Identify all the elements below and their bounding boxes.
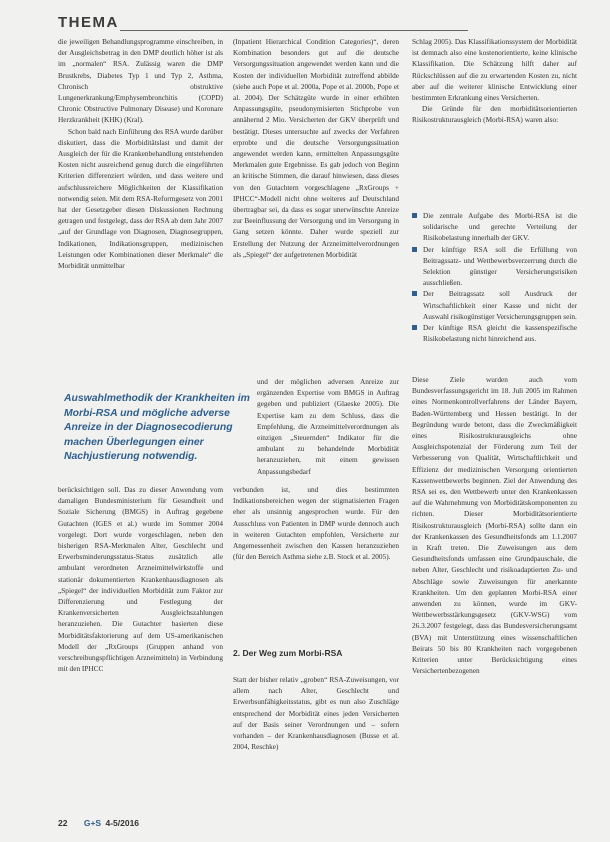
paragraph: verbunden ist, und dies bestimmten Indikationsbereichen wegen der stigmatisierten Fragen eher als unsinnig angesprochen wurde. Für den Ausschluss von Patienten in DMP wurde dennoch auch in weiteren Gutachten empfohlen, Versicherte zur Angemessenheit zwischen den Kassen heranzuziehen (für den Bereich Asthma siehe z.B. Stock et al. 2005). xyxy=(233,485,399,562)
pull-quote: Auswahlmethodik der Krankheiten im Morbi-RSA und mögliche adverse Anreize in der Diagnosecodierung machen Überlegungen einer Nachjustierung notwendig. xyxy=(64,393,250,462)
bullet-text: Der künftige RSA soll die Erfüllung von Beitragssatz- und Wettbewerbsverzerrung durch die Selektion günstiger Versicherungsrisiken ausschließen. xyxy=(423,244,577,288)
column-2-top xyxy=(233,36,399,376)
square-bullet-icon xyxy=(412,325,417,330)
issue-number: 4-5/2016 xyxy=(105,818,140,828)
column-2-middle xyxy=(257,376,399,484)
paragraph: die jeweiligen Behandlungsprogramme einschreiben, in der Ausgleichsbetrag in den DMP deutlich höher ist als im „normalen“ RSA. Zulässig waren die DMP Brustkrebs, Diabetes Typ 1 und Typ 2, Asthma, Chronisch obstruktive Lungenerkrankung/Emphysembronchitis (COPD) Chronic Obstructive Pulmonary Disease) und Koronare Herzkrankheit (KHK) (Kral). xyxy=(58,37,223,125)
column-2-section xyxy=(233,674,399,810)
paragraph: Diese Ziele wurden auch vom Bundesverfassungsgericht im 18. Juli 2005 im Rahmen eines Normenkontrollverfahrens der Länder Bayern, Baden-Württemberg und Hessen bestätigt. In der Begründung wurde betont, dass die Zweckmäßigkeit eines Risikostrukturausgleichs ohne Ausgleichspotenzial der Förderung zum Teil der Verbesserung von Qualität, Wirtschaftlichkeit und Effizienz der medizinischen Versorgung orientierten Kassenwettbewerbs beginnen. Ziel der Anwendung des RSA sei es, den Wettbewerb unter den Krankenkassen auf die Wahrnehmung von Morbiditätskomponenten zu richten. Dieser Morbiditätsorientierte Risikostrukturausgleich (Morbi-RSA) sollte dann ein der Krankenkassen des Gesundheitsfonds am 1.1.2007 in Kraft treten. Die Zuweisungen aus dem Gesundheitsfonds umfassen eine Grundpauschale, die neben Alter, Geschlecht und risikoadaptierten Zu- und Abschläge sowie Zuweisungen für anerkannte Krankheiten. Um den geplanten Morbi-RSA einer anwenden zu können, wurde im GKV-Wettbewerbsstärkungsgesetz (GKV-WSG) vom 26.3.2007 festgelegt, dass das Bundesversicherungsamt (BVA) mit Unterstützung eines wissenschaftlichen Beirats 50 bis 80 Krankheiten nach vorgegebenen Kriterien unter Berücksichtigung eines Versichertenbezogenen xyxy=(412,375,577,676)
bullet-item xyxy=(412,322,577,344)
paragraph: Schlag 2005). Das Klassifikationssystem der Morbidität ist demnach also eine kostenorientierte, keine klinische Klassifikation. Die Schätzung hilft daher auf Rückschlüssen auf die zu erwartenden Kosten zu, nicht aber auf die weiterer klinische Entwicklung einer bestimmten Erkrankung eines Versicherten. xyxy=(412,37,577,103)
bullet-item xyxy=(412,244,577,289)
bullet-item xyxy=(412,210,577,244)
page-footer xyxy=(58,818,139,828)
page-header xyxy=(58,10,578,36)
section-label: THEMA xyxy=(58,14,119,31)
bullet-list xyxy=(412,210,577,344)
section-heading: 2. Der Weg zum Morbi-RSA xyxy=(233,648,343,658)
paragraph: (Inpatient Hierarchical Condition Categories)“, deren Kombination besonders gut auf die deutsche Versorgungssituation angewendet werden kann und die Kosten der individuellen Morbidität zutreffend abbilde (siehe auch Pope et al. 2000a, Pope et al. 2000b, Pope et al. 2004). Der Schätzgüte wurde in einer erhöhten Anpassungsgüte, pseudonymisierten Stichprobe von annähernd 2 Mio. Versicherten der GKV überprüft und bestätigt. Dieses untersuchte auf zwecks der Verfahren erprobte und die deutsche Versorgungssituation angewendet werden kann, ermittelten Anpassungsgüte Merkmalen gute Ergebnisse. Es gab jedoch von Beginn an kritische Stimmen, die darauf hinwiesen, dass dieses von den Gutachtern vorgeschlagene „RxGroups + IPHCC“-Modell nicht ohne weiteres auf Deutschland übertragbar sei, da dass es sogar unerwünschte Anreize zur Beeinflussung der Versorgung und im Versorgung in Gang setzen könnte. Daher wurde speziell zur Erstellung der Nutzung der Arzneimittelverordnungen als „Spiegel“ der aufgetretenen Morbidität xyxy=(233,37,399,259)
paragraph: Die Gründe für den morbiditätsorientierten Risikostrukturausgleich (Morbi-RSA) waren also: xyxy=(412,104,577,125)
bullet-text: Die zentrale Aufgabe des Morbi-RSA ist die solidarische und gerechte Verteilung der Risikobelastung innerhalb der GKV. xyxy=(423,211,577,243)
square-bullet-icon xyxy=(412,247,417,252)
column-1-bottom xyxy=(58,484,223,809)
paragraph: und der möglichen adversen Anreize zur ergänzenden Expertise vom BMGS in Auftrag gegeben und publiziert (Glaeske 2005). Die Expertise kam zu dem Schluss, dass die Empfehlung, die Arzneimittelverordnungen als einzigen „Steuernden“ Indikator für die ambulant zu behandelnde Morbidität heranzuziehen, mit einem gewissen Anpassungsbedarf xyxy=(257,377,399,476)
bullet-text: Der künftige RSA gleicht die kassenspezifische Risikobelastung nicht hinreichend aus. xyxy=(423,323,577,344)
bullet-text: Der Beitragssatz soll Ausdruck der Wirtschaftlichkeit einer Kasse und nicht der Auswahl risikogünstiger Versicherungsgruppen sein. xyxy=(423,289,577,321)
journal-logo: G+S xyxy=(83,818,102,828)
header-rule xyxy=(120,30,468,31)
paragraph: Schon bald nach Einführung des RSA wurde darüber diskutiert, dass die Morbiditätslast und damit der Ausgleich der für die Krankenbehandlung entstehenden Kosten nicht ausreichend genug durch die eingeführten Kriterien differenziert würden, und dass weitere und aufschlussreichere Möglichkeiten der Klassifikation notwendig seien. Mit dem RSA-Reformgesetz von 2001 hat der Gesetzgeber diesen Diskussionen Rechnung getragen und festgelegt, dass der RSA ab dem Jahr 2007 „auf der Grundlage von Diagnosen, Diagnosegruppen, Indikationen, Indikationsgruppen, medizinischen Leistungen oder Kombinationen dieser Merkmale“ die Morbidität unmittelbar xyxy=(58,126,223,271)
column-1-top xyxy=(58,36,223,376)
square-bullet-icon xyxy=(412,291,417,296)
column-3-bottom xyxy=(412,374,577,810)
page-number: 22 xyxy=(58,818,68,828)
column-2-bottom xyxy=(233,484,399,644)
column-3-top xyxy=(412,36,577,206)
square-bullet-icon xyxy=(412,213,417,218)
paragraph: berücksichtigen soll. Das zu dieser Anwendung vom damaligen Bundesministerium für Gesundheit und Soziale Sicherung (BMGS) in Auftrag gegebene Gutachten (IGES et al.) wurde im Sommer 2004 vorgelegt. Dort wurde vorgeschlagen, neben den bisherigen RSA-Merkmalen Alter, Geschlecht und Erwerbsminderungsstatus-Status zusätzlich alle ambulant verordneten Arzneimittelwirkstoffe und stationär dokumentierten Krankenhausdiagnosen als „Spiegel“ der individuellen Morbidität zum Faktor zur Differenzierung und Festlegung der Krankenversicherten Ausgleichszahlungen heranzuziehen. Die Gutachter basierten diese Morbiditätsfaktorierung auf dem US-amerikanischen Modell der „RxGroups (Gruppen anhand von verschreibungspflichtigen Arzneimitteln) in Verbindung mit den IPHCC xyxy=(58,485,223,674)
bullet-item xyxy=(412,288,577,322)
paragraph: Statt der bisher relativ „groben“ RSA-Zuweisungen, vor allem nach Alter, Geschlecht und Erwerbsunfähigkeitsstatus, gibt es nun also Zuschläge entsprechend der Morbidität eines jeden Versicherten auf der Basis seiner Verordnungen und – sofern vorhanden – der Krankenhausdiagnosen (Busse et al. 2004, Reschke) xyxy=(233,675,399,752)
